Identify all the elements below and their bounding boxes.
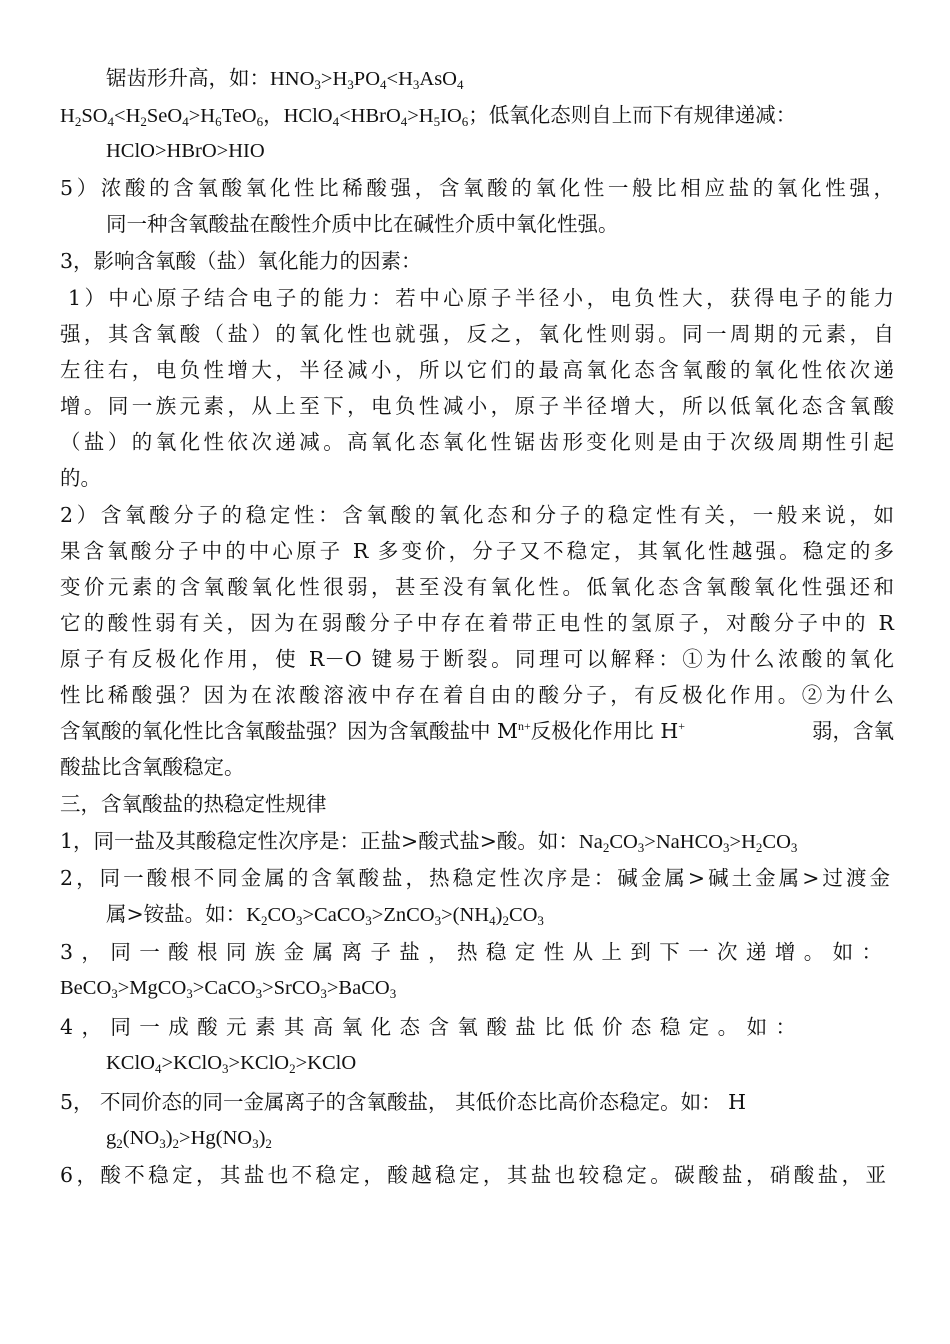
text-line: BeCO$_3$>MgCO$_3$>CaCO$_3$>SrCO$_3$>BaCO$_3$: [60, 977, 397, 1001]
section-heading: 3，影响含氧酸（盐）氧化能力的因素：: [60, 249, 422, 273]
text-line: 2，同一酸根不同金属的含氧酸盐，热稳定性次序是：碱金属>碱土金属>过渡金: [60, 866, 890, 890]
text-line: 果含氧酸分子中的中心原子 R 多变价，分子又不稳定，其氧化性越强。稳定的多: [60, 539, 894, 563]
text-line: 4，同一成酸元素其高氧化态含氧酸盐比低价态稳定。如：: [60, 1015, 796, 1039]
text-line: 6，酸不稳定，其盐也不稳定，酸越稳定，其盐也较稳定。碳酸盐，硝酸盐，亚: [60, 1163, 886, 1187]
text-line: HClO>HBrO>HIO: [106, 140, 265, 162]
text-line: $g_2(NO_3)_2>Hg(NO_3)_2$: [106, 1127, 272, 1151]
text-line: $H_2SO_4<H_2SeO_4>H_6TeO_6$，$HClO_4<HBrO_4>H_5IO_6$；低氧化态则自上而下有规律递减：: [60, 103, 797, 129]
text-line: 5）浓酸的含氧酸氧化性比稀酸强，含氧酸的氧化性一般比相应盐的氧化性强，: [60, 176, 894, 200]
text-line: KClO$_4$>KClO$_3$>KClO$_2$>KClO: [106, 1052, 357, 1076]
text-line: 变价元素的含氧酸氧化性很弱，甚至没有氧化性。低氧化态含氧酸氧化性强还和: [60, 575, 894, 599]
text-line: 3，同一酸根同族金属离子盐，热稳定性从上到下一次递增。如：: [60, 940, 882, 964]
text-line: 性比稀酸强？因为在浓酸溶液中存在着自由的酸分子，有反极化作用。②为什么: [60, 683, 894, 707]
text-line: 锯齿形升高，如：$HNO_3>H_3PO_4<H_3AsO_4$: [106, 66, 464, 92]
text-line: 强，其含氧酸（盐）的氧化性也就强，反之，氧化性则弱。同一周期的元素，自: [60, 322, 894, 346]
text-line: 同一种含氧酸盐在酸性介质中比在碱性介质中氧化性强。: [106, 212, 619, 236]
text-line: 它的酸性弱有关，因为在弱酸分子中存在着带正电性的氢原子，对酸分子中的 R: [60, 611, 894, 635]
text-line: 酸盐比含氧酸稳定。: [60, 755, 245, 779]
section-heading: 三，含氧酸盐的热稳定性规律: [60, 792, 327, 816]
text-line: 属>铵盐。如：$K_2CO_3>CaCO_3>ZnCO_3>(NH_4)_2CO_3$: [106, 902, 544, 928]
text-line: 1）中心原子结合电子的能力：若中心原子半径小，电负性大，获得电子的能力: [68, 286, 894, 310]
text-line: 含氧酸的氧化性比含氧酸盐强？因为含氧酸盐中 $M^{n+}$反极化作用比 H+ 弱，含氧: [60, 719, 894, 743]
text-line: 2）含氧酸分子的稳定性：含氧酸的氧化态和分子的稳定性有关，一般来说，如: [60, 503, 894, 527]
text-line: 的。: [60, 466, 101, 490]
text-line: 原子有反极化作用，使 R－O 键易于断裂。同理可以解释：①为什么浓酸的氧化: [60, 647, 894, 671]
text-line: （盐）的氧化性依次递减。高氧化态氧化性锯齿形变化则是由于次级周期性引起: [60, 430, 894, 454]
text-line: 5， 不同价态的同一金属离子的含氧酸盐， 其低价态比高价态稳定。如： H: [60, 1090, 746, 1114]
text-line: 1，同一盐及其酸稳定性次序是：正盐>酸式盐>酸。如：$Na_2CO_3>NaHCO_3>H_2CO_3$: [60, 829, 798, 855]
text-line: 左往右，电负性增大，半径减小，所以它们的最高氧化态含氧酸的氧化性依次递: [60, 358, 894, 382]
text-line: 增。同一族元素，从上至下，电负性减小，原子半径增大，所以低氧化态含氧酸: [60, 394, 894, 418]
